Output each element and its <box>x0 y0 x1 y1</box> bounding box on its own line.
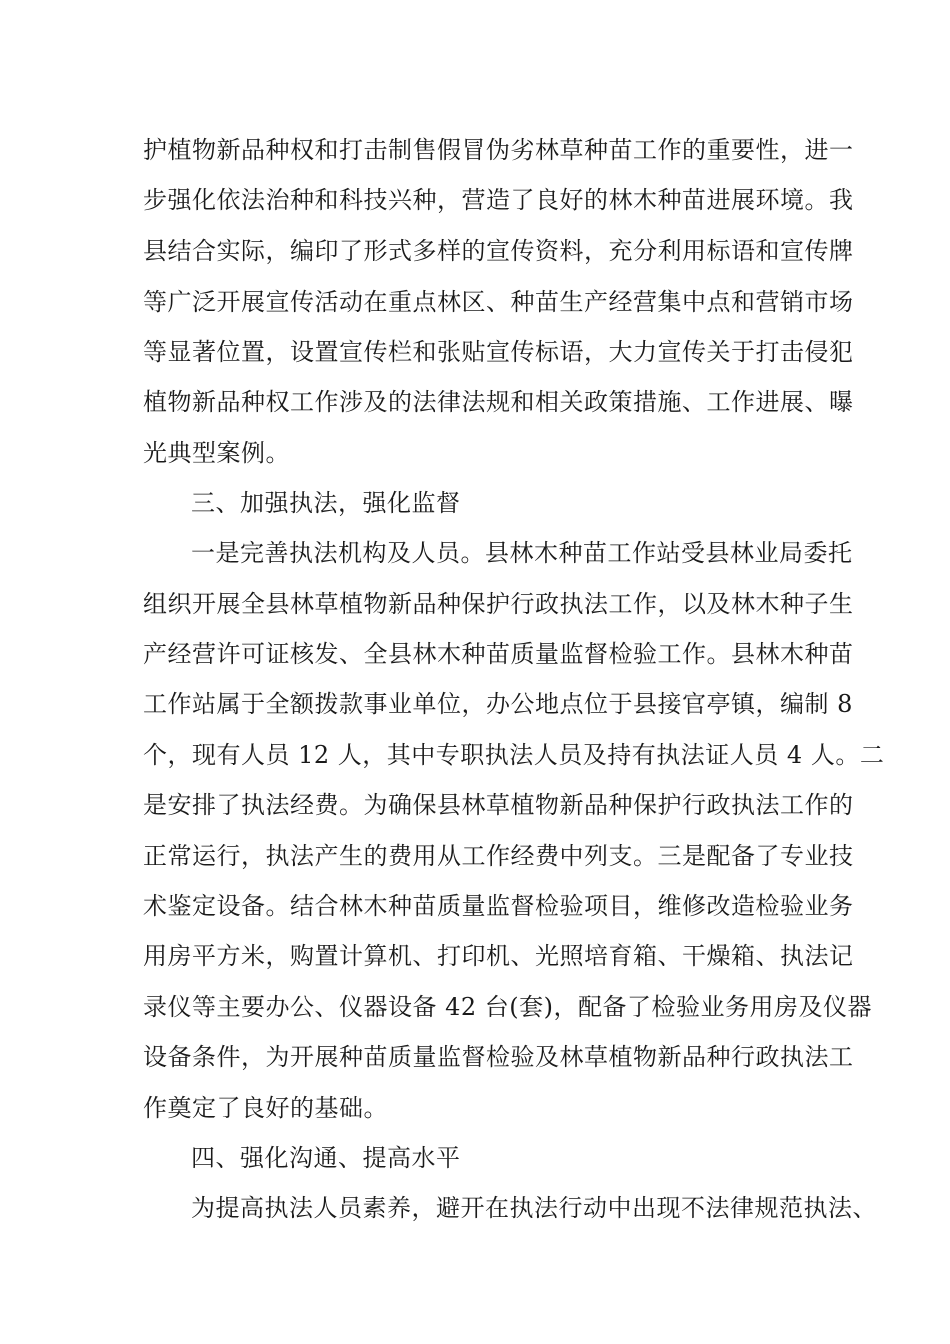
paragraph-line: 一是完善执法机构及人员。县林木种苗工作站受县林业局委托 <box>191 539 853 567</box>
paragraph-line: 设备条件，为开展种苗质量监督检验及林草植物新品种行政执法工 <box>143 1043 854 1071</box>
paragraph-line: 作奠定了良好的基础。 <box>143 1094 388 1122</box>
paragraph-line: 步强化依法治种和科技兴种，营造了良好的林木种苗进展环境。我 <box>143 186 854 214</box>
paragraph-line: 等广泛开展宣传活动在重点林区、种苗生产经营集中点和营销市场 <box>143 288 854 316</box>
paragraph-line: 县结合实际，编印了形式多样的宣传资料，充分利用标语和宣传牌 <box>143 237 854 265</box>
paragraph-line: 为提高执法人员素养，避开在执法行动中出现不法律规范执法、 <box>191 1194 877 1222</box>
paragraph-line: 护植物新品种权和打击制售假冒伪劣林草种苗工作的重要性，进一 <box>143 136 854 164</box>
paragraph-line: 用房平方米，购置计算机、打印机、光照培育箱、干燥箱、执法记 <box>143 942 854 970</box>
paragraph-line: 植物新品种权工作涉及的法律法规和相关政策措施、工作进展、曝 <box>143 388 854 416</box>
paragraph-line: 等显著位置，设置宣传栏和张贴宣传标语，大力宣传关于打击侵犯 <box>143 338 854 366</box>
paragraph-line: 录仪等主要办公、仪器设备 42 台(套)，配备了检验业务用房及仪器 <box>143 993 873 1021</box>
section-heading: 三、加强执法，强化监督 <box>191 489 461 517</box>
paragraph-line: 是安排了执法经费。为确保县林草植物新品种保护行政执法工作的 <box>143 791 854 819</box>
paragraph-line: 工作站属于全额拨款事业单位，办公地点位于县接官亭镇，编制 8 <box>143 690 853 718</box>
section-heading: 四、强化沟通、提高水平 <box>191 1144 461 1172</box>
paragraph-line: 光典型案例。 <box>143 439 290 467</box>
paragraph-line: 个，现有人员 12 人，其中专职执法人员及持有执法证人员 4 人。二 <box>143 741 885 769</box>
paragraph-line: 术鉴定设备。结合林木种苗质量监督检验项目，维修改造检验业务 <box>143 892 854 920</box>
paragraph-line: 正常运行，执法产生的费用从工作经费中列支。三是配备了专业技 <box>143 842 854 870</box>
paragraph-line: 组织开展全县林草植物新品种保护行政执法工作，以及林木种子生 <box>143 590 854 618</box>
paragraph-line: 产经营许可证核发、全县林木种苗质量监督检验工作。县林木种苗 <box>143 640 854 668</box>
